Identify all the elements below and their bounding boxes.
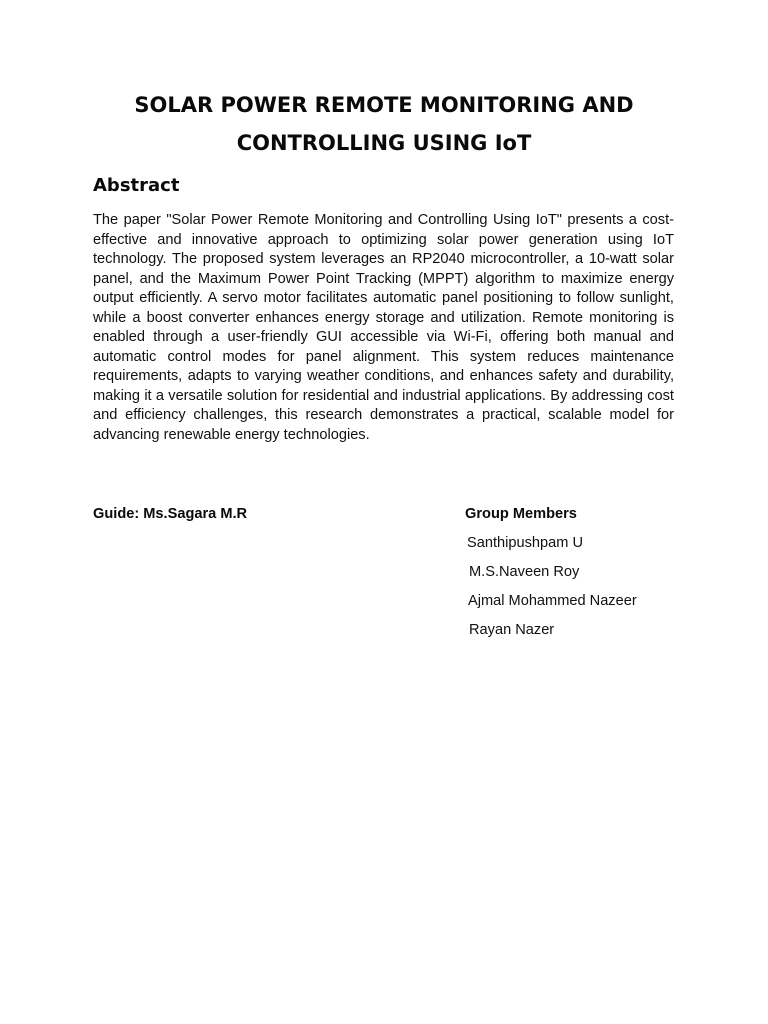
title-line-2: CONTROLLING USING IoT — [236, 131, 532, 155]
group-member: Rayan Nazer — [469, 622, 555, 638]
page-title — [60, 86, 708, 162]
group-member: Ajmal Mohammed Nazeer — [468, 593, 637, 609]
abstract-body: The paper "Solar Power Remote Monitoring and Controlling Using IoT" presents a cost-effective and innovative approach to optimizing solar power generation using IoT technology. The proposed system leverages an RP2040 microcontroller, a 10-watt solar panel, and the Maximum Power Point Tracking (MPPT) algorithm to maximize energy output efficiently. A servo motor facilitates automatic panel positioning to follow sunlight, while a boost converter enhances energy storage and utilization. Remote monitoring is enabled through a user-friendly GUI accessible via Wi-Fi, offering both manual and automatic control modes for panel alignment. This system reduces maintenance requirements, adapts to varying weather conditions, and enhances safety and durability, making it a versatile solution for residential and industrial applications. By addressing cost and efficiency challenges, this research demonstrates a practical, scalable model for advancing renewable energy technologies. — [93, 212, 674, 443]
guide-label: Guide: Ms.Sagara M.R — [93, 506, 248, 522]
group-members-heading: Group Members — [465, 506, 577, 522]
title-line-1: SOLAR POWER REMOTE MONITORING AND — [134, 93, 634, 117]
group-member: Santhipushpam U — [467, 535, 584, 551]
group-member: M.S.Naveen Roy — [469, 564, 580, 580]
abstract-heading: Abstract — [93, 175, 180, 196]
